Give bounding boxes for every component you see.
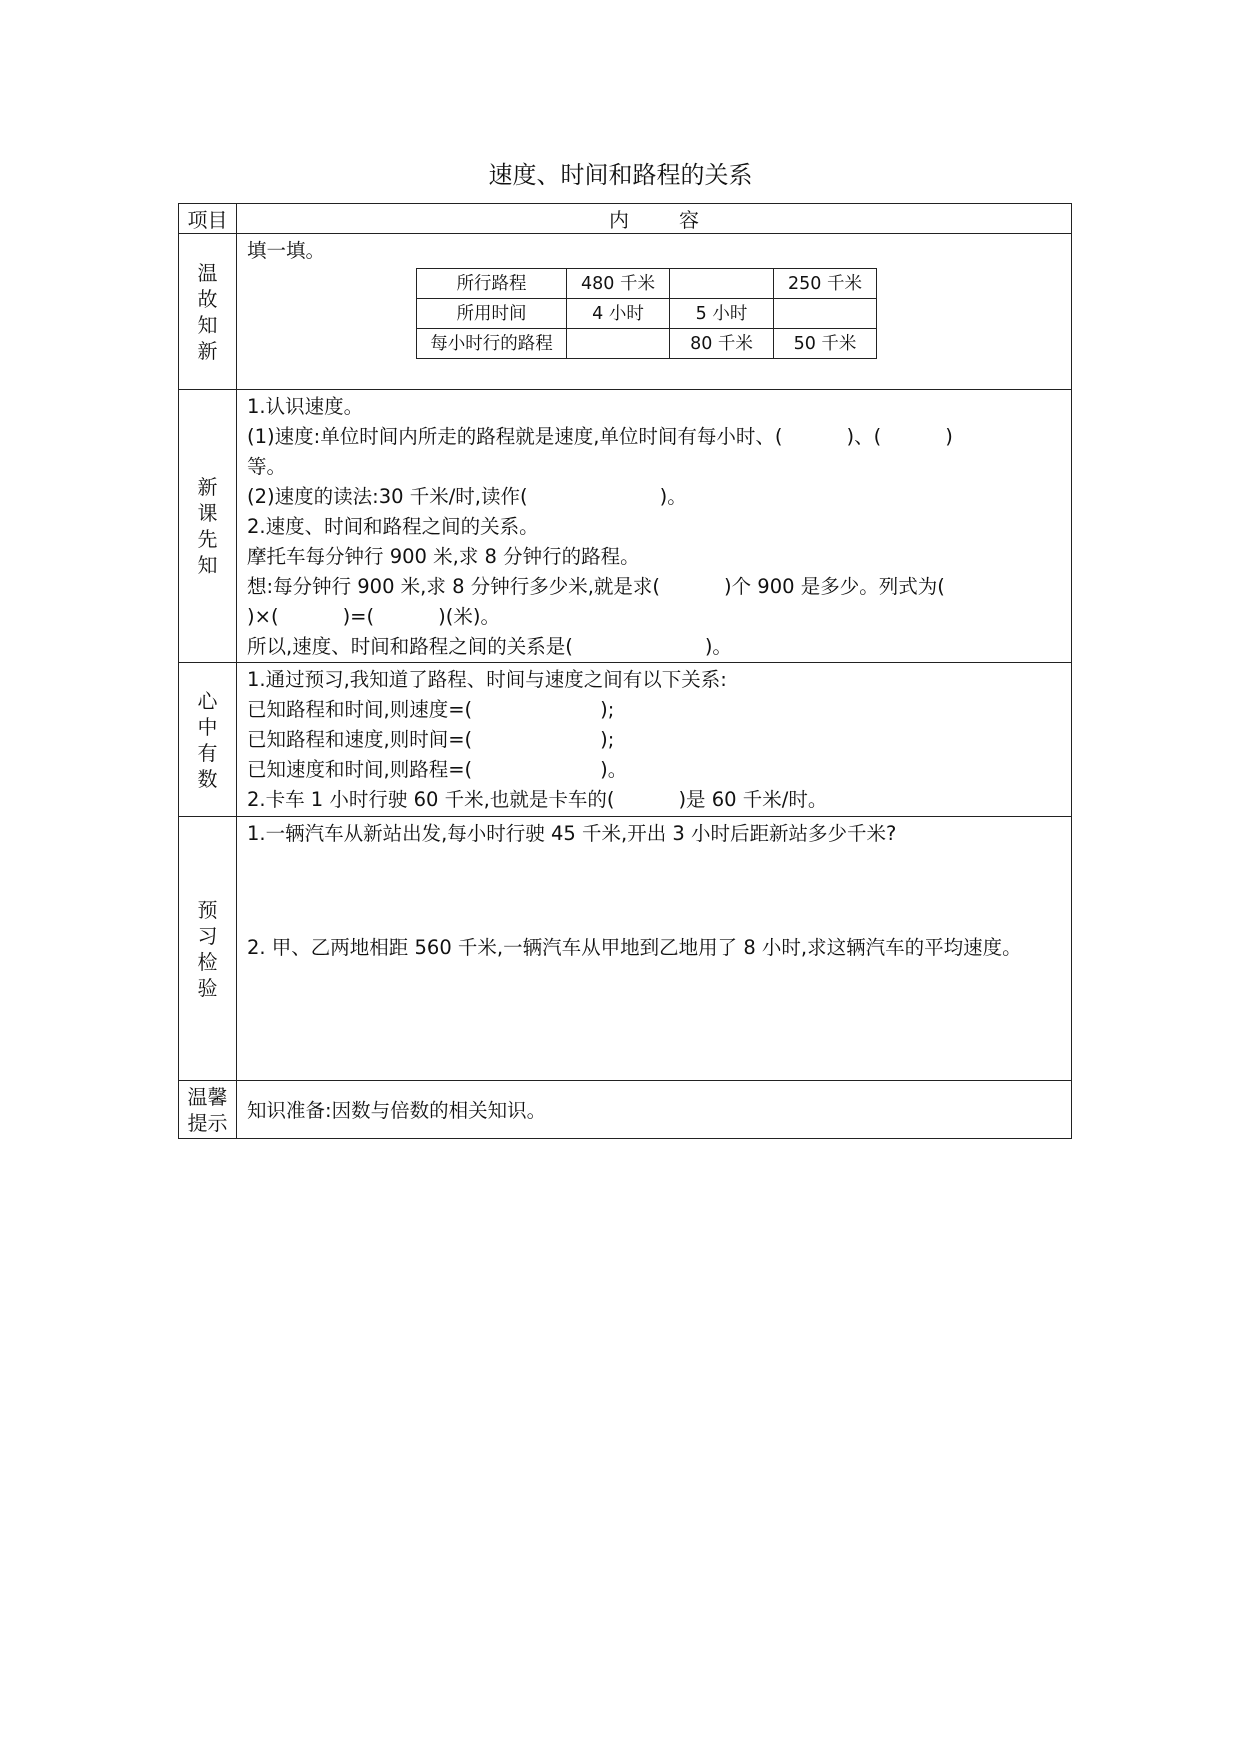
fill-blank-cell[interactable] xyxy=(774,299,877,329)
header-item: 项目 xyxy=(179,204,237,234)
answer-space[interactable] xyxy=(247,849,1063,933)
section-content-tip xyxy=(237,1081,1072,1139)
section-content-new-lesson xyxy=(237,390,1072,663)
text-line: 1.通过预习,我知道了路程、时间与速度之间有以下关系: xyxy=(247,668,727,691)
fill-row-distance xyxy=(417,269,877,299)
fill-row-speed xyxy=(417,329,877,359)
fill-cell: 250 千米 xyxy=(774,269,877,299)
text-line: 2.速度、时间和路程之间的关系。 xyxy=(247,515,539,538)
section-label-tip xyxy=(179,1081,237,1139)
text-line: 已知路程和时间,则速度=( ); xyxy=(247,698,615,721)
fill-blank-cell[interactable] xyxy=(567,329,670,359)
section-review xyxy=(179,234,1072,390)
text-line: 等。 xyxy=(247,455,287,478)
fill-cell: 5 小时 xyxy=(670,299,774,329)
text-line: 已知速度和时间,则路程=( )。 xyxy=(247,758,628,781)
section-label-review xyxy=(179,234,237,390)
question-1: 1.一辆汽车从新站出发,每小时行驶 45 千米,开出 3 小时后距新站多少千米? xyxy=(247,822,897,845)
section-content-check xyxy=(237,817,1072,1081)
text-line: 已知路程和速度,则时间=( ); xyxy=(247,728,615,751)
text-line: 想:每分钟行 900 米,求 8 分钟行多少米,就是求( )个 900 是多少。列式为( xyxy=(247,575,945,598)
section-content-review xyxy=(237,234,1072,390)
tip-text: 知识准备:因数与倍数的相关知识。 xyxy=(247,1098,547,1122)
text-line: 2.卡车 1 小时行驶 60 千米,也就是卡车的( )是 60 千米/时。 xyxy=(247,788,828,811)
fill-cell: 每小时行的路程 xyxy=(417,329,567,359)
fill-row-time xyxy=(417,299,877,329)
section-mind xyxy=(179,663,1072,817)
section-label-mind xyxy=(179,663,237,817)
fill-blank-cell[interactable] xyxy=(670,269,774,299)
header-content: 内容 xyxy=(237,204,1072,234)
fill-in-table xyxy=(416,268,877,359)
section-label-new-lesson xyxy=(179,390,237,663)
text-line: 所以,速度、时间和路程之间的关系是( )。 xyxy=(247,635,732,658)
label-text: 新课先知 xyxy=(197,475,218,577)
question-2: 2. 甲、乙两地相距 560 千米,一辆汽车从甲地到乙地用了 8 小时,求这辆汽车的平均速度。 xyxy=(247,936,1022,959)
fill-cell: 80 千米 xyxy=(670,329,774,359)
text-line: 1.认识速度。 xyxy=(247,395,364,418)
section-tip xyxy=(179,1081,1072,1139)
text-line: (2)速度的读法:30 千米/时,读作( )。 xyxy=(247,485,687,508)
section-new-lesson xyxy=(179,390,1072,663)
label-text: 心中有数 xyxy=(197,688,218,791)
fill-cell: 所行路程 xyxy=(417,269,567,299)
section-check xyxy=(179,817,1072,1081)
section-label-check xyxy=(179,817,237,1081)
review-intro: 填一填。 xyxy=(247,239,326,262)
fill-cell: 50 千米 xyxy=(774,329,877,359)
text-line: (1)速度:单位时间内所走的路程就是速度,单位时间有每小时、( )、( ) xyxy=(247,425,953,448)
page-title: 速度、时间和路程的关系 xyxy=(488,161,753,189)
worksheet-table xyxy=(178,203,1072,1139)
text-line: 摩托车每分钟行 900 米,求 8 分钟行的路程。 xyxy=(247,545,640,568)
fill-cell: 480 千米 xyxy=(567,269,670,299)
text-line: )×( )=( )(米)。 xyxy=(247,605,500,628)
fill-cell: 4 小时 xyxy=(567,299,670,329)
label-text: 温故知新 xyxy=(197,260,218,363)
label-text: 温馨提示 xyxy=(187,1084,228,1135)
label-text: 预习检验 xyxy=(197,897,218,1000)
header-row xyxy=(179,204,1072,234)
section-content-mind xyxy=(237,663,1072,817)
fill-cell: 所用时间 xyxy=(417,299,567,329)
